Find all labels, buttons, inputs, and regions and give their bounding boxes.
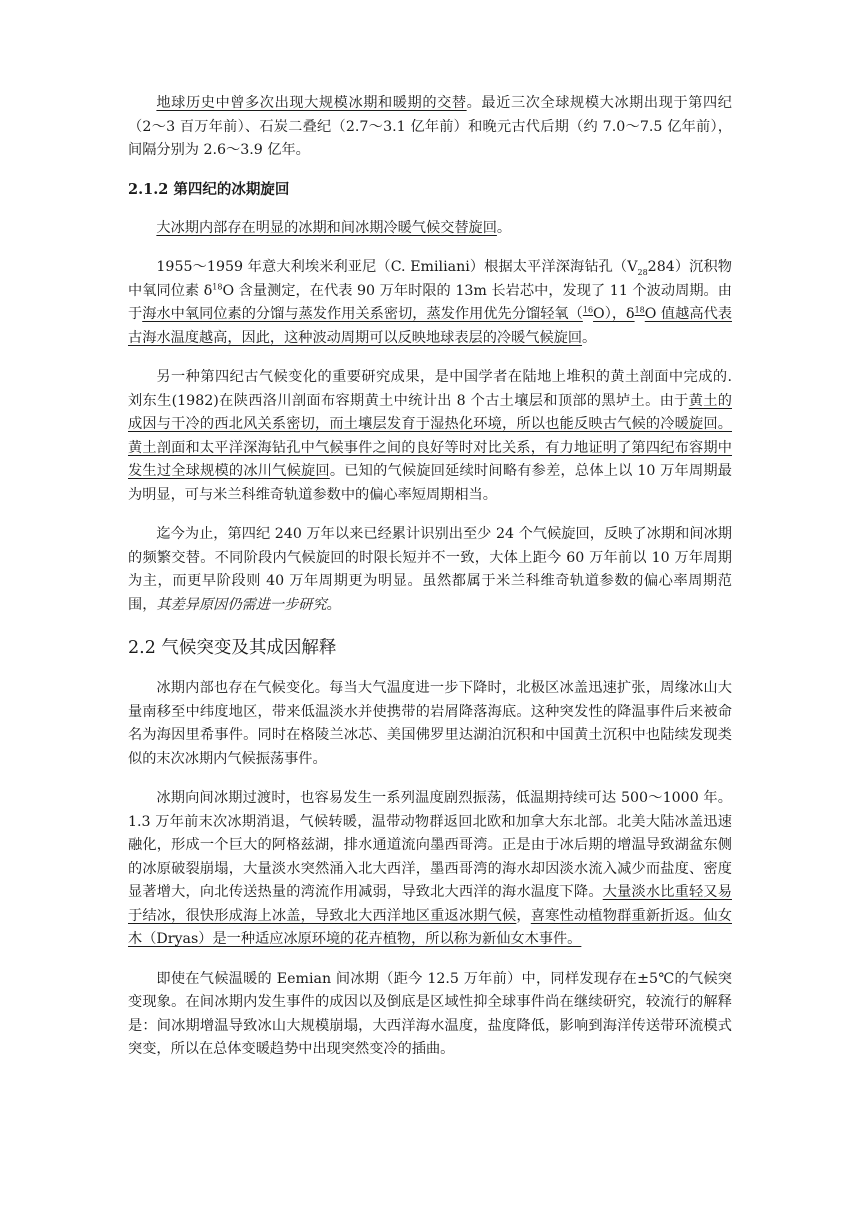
underlined-text: O 值越高代表古海水温度越高，因此，这种波动周期可以反映地球表层的冷暖气候旋回 <box>128 306 732 346</box>
text: 。 <box>326 596 341 613</box>
text: 冰期向间冰期过渡时，也容易发生一系列温度剧烈振荡，低温期持续可达 500～1000 年。1.3 万年前末次冰期消退，气候转暖，温带动物群返回北欧和加拿大东北部。北美大陆冰盖迅速融化，形成一个巨大的阿格兹湖，排水通道流向墨西哥湾。正是由于冰后期的增温导致湖盆东侧的冰原破裂崩塌，大量淡水突然涌入北大西洋，墨西哥湾的海水却因淡水流入减少而盐度、密度显著增大，向北传送热量的湾流作用减弱，导致北大西洋的海水温度下降。 <box>128 790 732 900</box>
text: 284）沉积物中氧同位素 δ <box>128 259 732 299</box>
underlined-text: 大冰期内部存在明显的冰期和间冰期冷暖气候交替旋回 <box>156 219 497 236</box>
paragraph-glacial-history <box>128 92 732 163</box>
text: 迄今为止，第四纪 240 万年以来已经累计识别出至少 24 个气候旋回，反映了冰期和间冰期的频繁交替。不同阶段内气候旋回的时限长短并不一致，大体上距今 60 万年前以 10 万年周期为主，而更早阶段则 40 万年周期更为明显。虽然都属于米兰科维奇轨道参数的偏心率周期范围， <box>128 526 732 613</box>
text: ， <box>516 907 531 924</box>
underlined-text: 黄土的成因与干冷的西北风关系密切，而土壤层发育于湿热化环境，所以也能反映古气候的冷暖旋回。黄土剖面和太平洋深海钻孔中气候事件之间的良好等时对比关系，有力地证明了第四纪布容期中发生过全球规模的冰川气候旋回 <box>128 392 732 479</box>
paragraph-eemian: 即使在气候温暖的 Eemian 间冰期（距今 12.5 万年前）中，同样发现存在±5℃的气候突变现象。在间冰期内发生事件的成因以及倒底是区域性抑全球事件尚在继续研究，较流行的解释是：间冰期增温导致冰山大规模崩塌，大西洋海水温度，盐度降低，影响到海洋传送带环流模式突变，所以在总体变暖趋势中出现突然变冷的插曲。 <box>128 970 732 1057</box>
text: 。 <box>582 329 597 346</box>
document-page <box>128 92 732 1062</box>
text: O 含量测定，在代表 90 万年时限的 13m 长岩芯中，发现了 11 个波动周期。由于 <box>128 282 732 322</box>
text: 。 <box>496 219 512 236</box>
text: 。最近三次全球规模大冰期出现于第四纪（2～3 百万年前）、石炭二叠纪（2.7～3.1 亿年前）和晚元古代后期（约 7.0～7.5 亿年前），间隔分别为 2.6～3.9 亿年。 <box>128 95 732 158</box>
section-heading-2-2: 2.2 气候突变及其成因解释 <box>128 638 337 658</box>
paragraph-younger-dryas <box>128 787 732 952</box>
paragraph-cycle-intro <box>128 217 732 241</box>
section-heading-2-1-2: 2.1.2 第四纪的冰期旋回 <box>128 180 290 198</box>
paragraph-24-cycles <box>128 523 732 617</box>
paragraph-heinrich: 冰期内部也存在气候变化。每当大气温度进一步下降时，北极区冰盖迅速扩张，周缘冰山大量南移至中纬度地区，带来低温淡水并使携带的岩屑降落海底。这种突发性的降温事件后来被命名为海因里希事件。同时在格陵兰冰芯、美国佛罗里达湖泊沉积和中国黄土沉积中也陆续发现类似的末次冰期内气候振荡事件。 <box>128 680 732 767</box>
paragraph-emiliani <box>128 256 732 350</box>
superscript: 16 <box>582 305 594 315</box>
text: 另一种第四纪古气候变化的重要研究成果，是中国学者在陆地上堆积的黄土剖面中完成的. 刘东生(1982)在陕西洛川剖面布容期黄土中统计出 8 个古土壤层和顶部的黑垆土。由于 <box>128 369 732 409</box>
underlined-text: 大量淡水比重轻又易于结冰，很快形成海上冰盖，导致北大西洋地区重返冰期气候 <box>128 884 732 924</box>
text: 。已知的气候旋回延续时间略有参差，总体上以 10 万年周期最为明显，可与米兰科维奇轨道参数中的偏心率短周期相当。 <box>128 463 732 503</box>
paragraph-loess <box>128 366 732 507</box>
underlined-text: 喜寒性动植物群重新折返。仙女木（Dryas）是一种适应冰原环境的花卉植物，所以称为新仙女木事件。 <box>128 907 732 947</box>
underlined-text: 地球历史中曾多次出现大规模冰期和暖期的交替 <box>156 95 467 111</box>
superscript: 18 <box>634 305 645 315</box>
italic-text: 其差异原因仍需进一步研究 <box>156 596 327 613</box>
text: 1955～1959 年意大利埃米利亚尼（C. Emiliani）根据太平洋深海钻孔（V <box>156 259 638 275</box>
superscript: 18 <box>212 281 223 291</box>
underlined-text: O），δ <box>593 306 635 322</box>
underlined-text: 海水中氧同位素的分馏与蒸发作用关系密切，蒸发作用优先分馏轻氧（ <box>142 306 583 322</box>
subscript: 28 <box>637 267 648 277</box>
